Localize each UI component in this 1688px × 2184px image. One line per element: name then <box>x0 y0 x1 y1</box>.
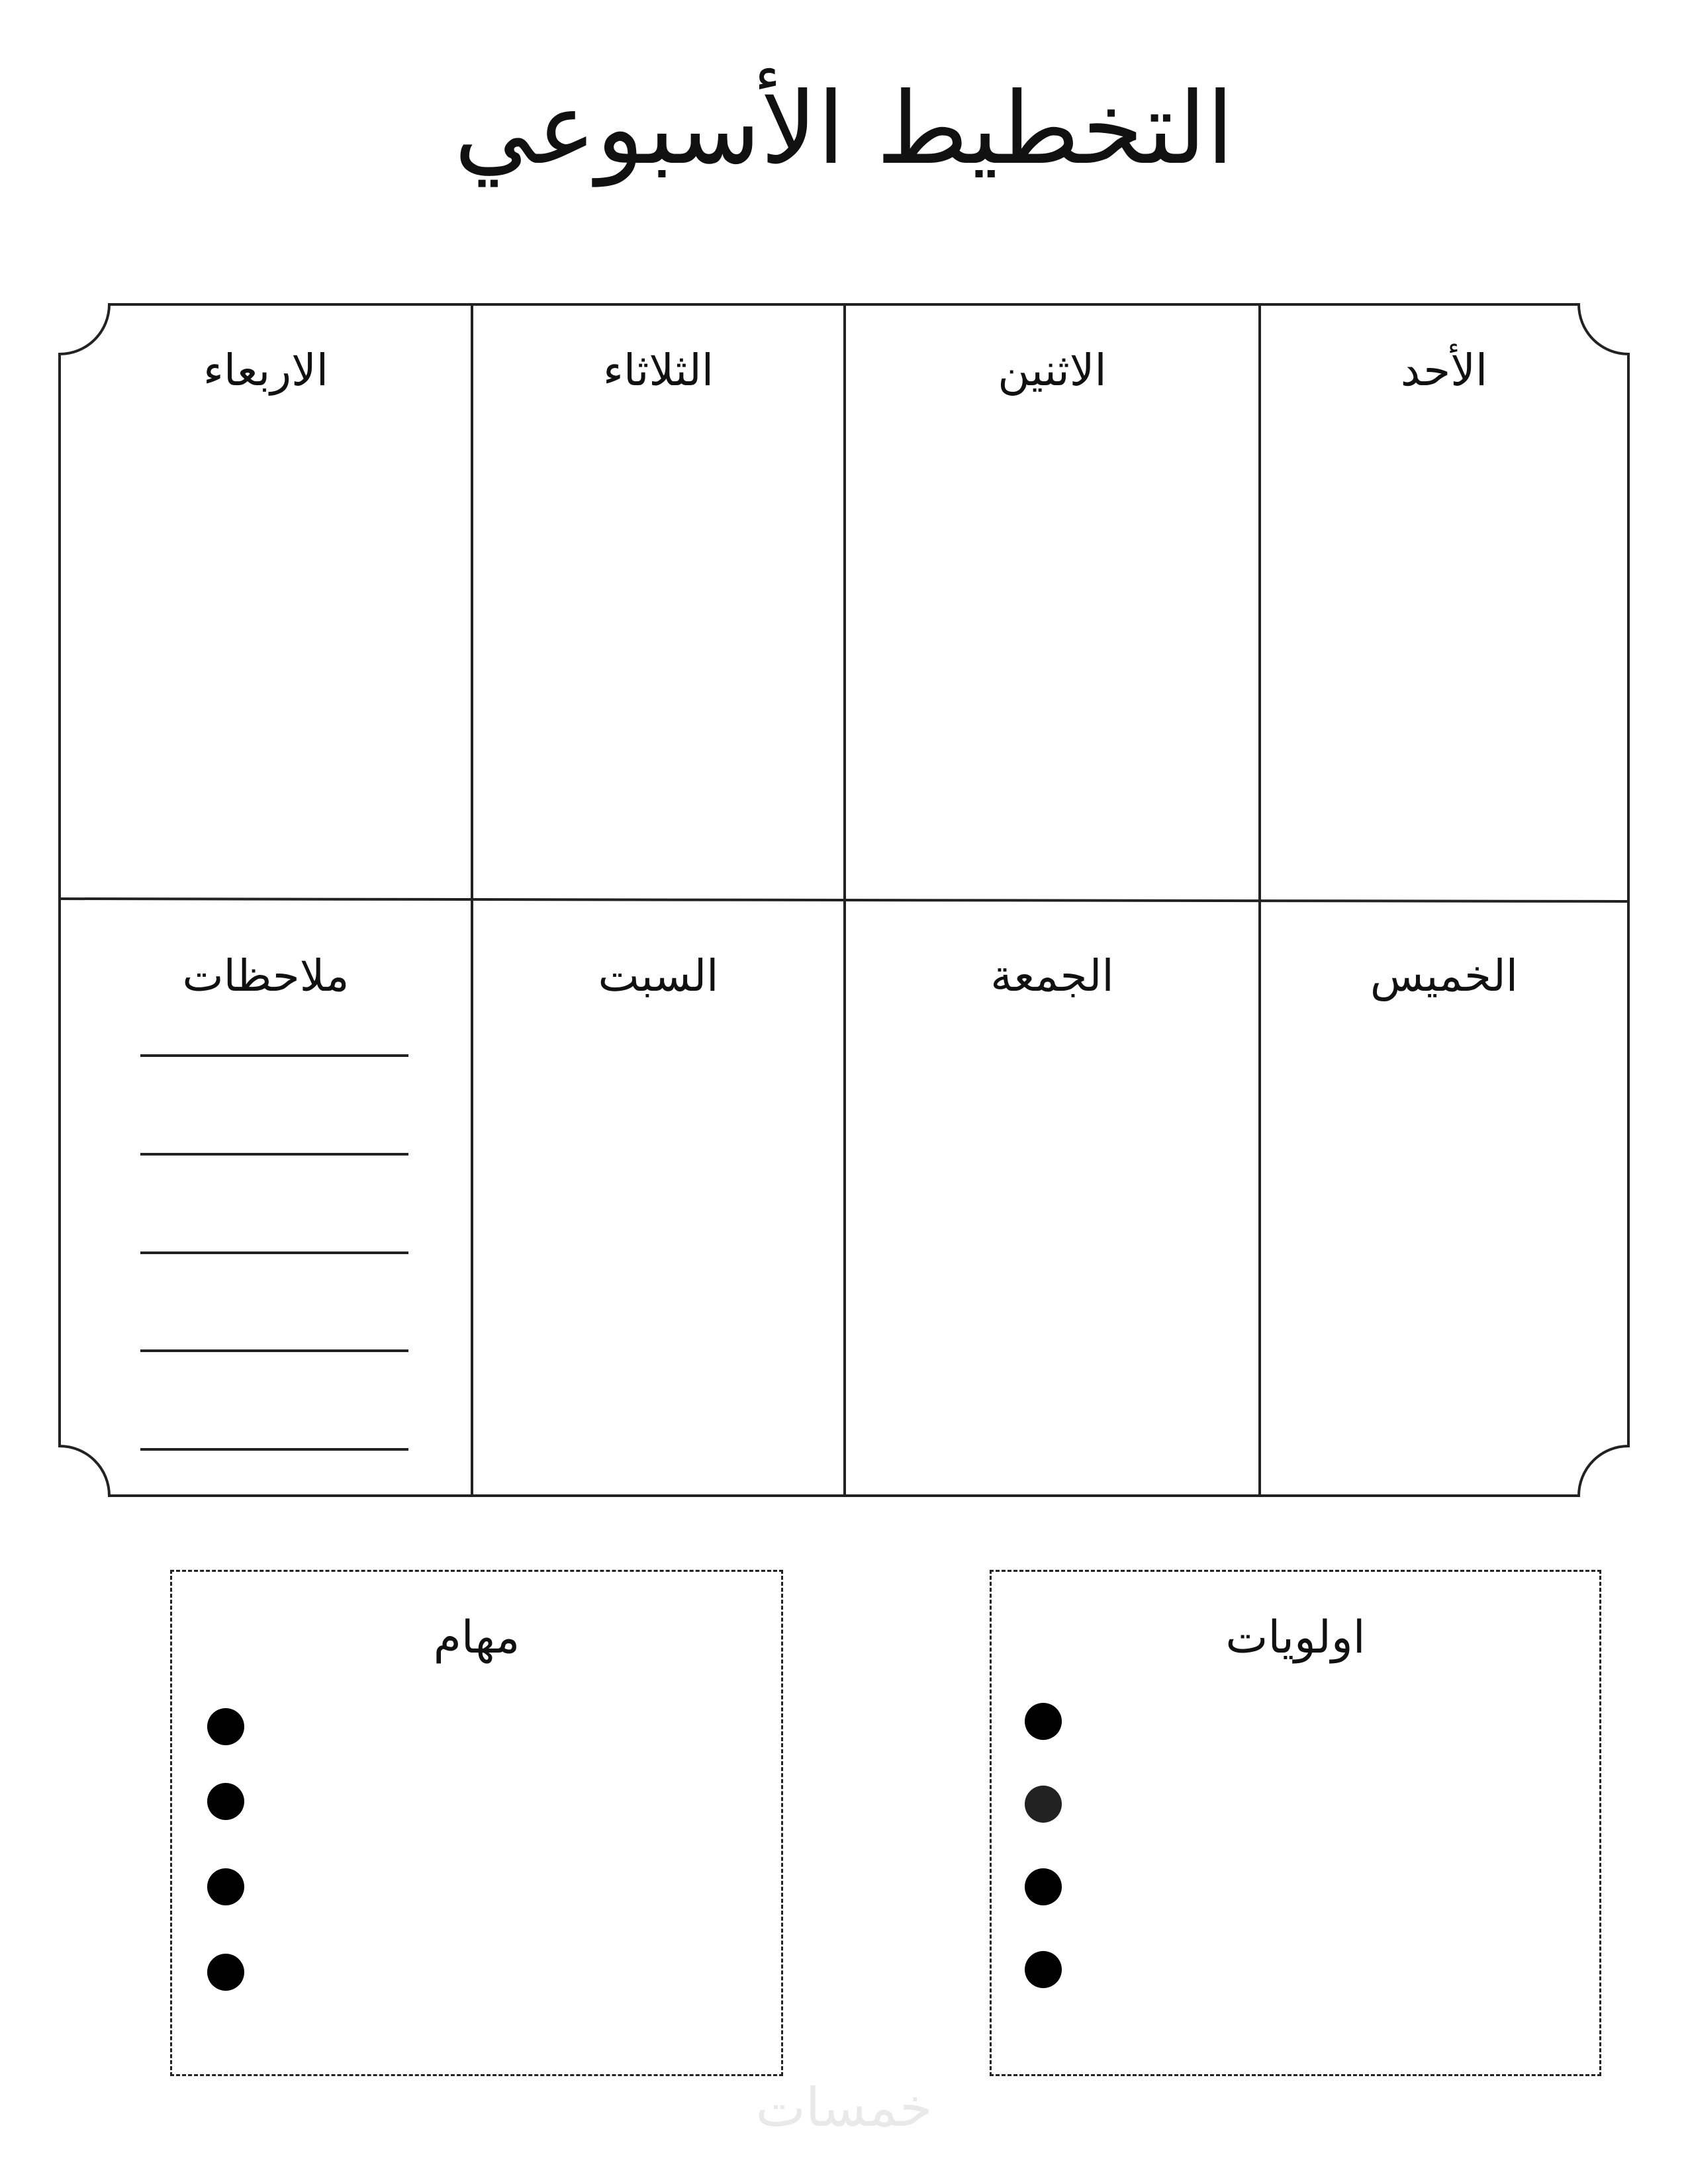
bullet-icon <box>1025 1951 1062 1988</box>
day-label-friday: الجمعة <box>990 950 1114 1001</box>
tasks-box <box>170 1570 783 2076</box>
notes-line <box>140 1054 408 1057</box>
tasks-title: مهام <box>433 1612 520 1664</box>
bullet-icon <box>1025 1868 1062 1905</box>
bullet-icon <box>207 1708 244 1745</box>
notes-label: ملاحظات <box>182 950 350 1001</box>
notes-line <box>140 1153 408 1156</box>
day-label-monday: الاثنين <box>998 345 1107 396</box>
day-label-wednesday: الاربعاء <box>203 345 329 396</box>
watermark-logo: خمسات <box>755 2077 933 2138</box>
bullet-icon <box>207 1783 244 1820</box>
bullet-icon <box>1025 1703 1062 1740</box>
notes-line <box>140 1251 408 1254</box>
bullet-icon <box>1025 1786 1062 1823</box>
priorities-title: اولويات <box>1225 1612 1366 1664</box>
day-label-sunday: الأحد <box>1400 345 1488 396</box>
notes-line <box>140 1448 408 1451</box>
day-label-tuesday: الثلاثاء <box>602 345 714 396</box>
bullet-icon <box>207 1954 244 1991</box>
page-title: التخطيط الأسبوعي <box>453 71 1235 187</box>
bullet-icon <box>207 1868 244 1905</box>
day-label-thursday: الخميس <box>1370 950 1519 1001</box>
day-label-saturday: السبت <box>598 950 719 1001</box>
notes-line <box>140 1349 408 1352</box>
priorities-box <box>990 1570 1601 2076</box>
